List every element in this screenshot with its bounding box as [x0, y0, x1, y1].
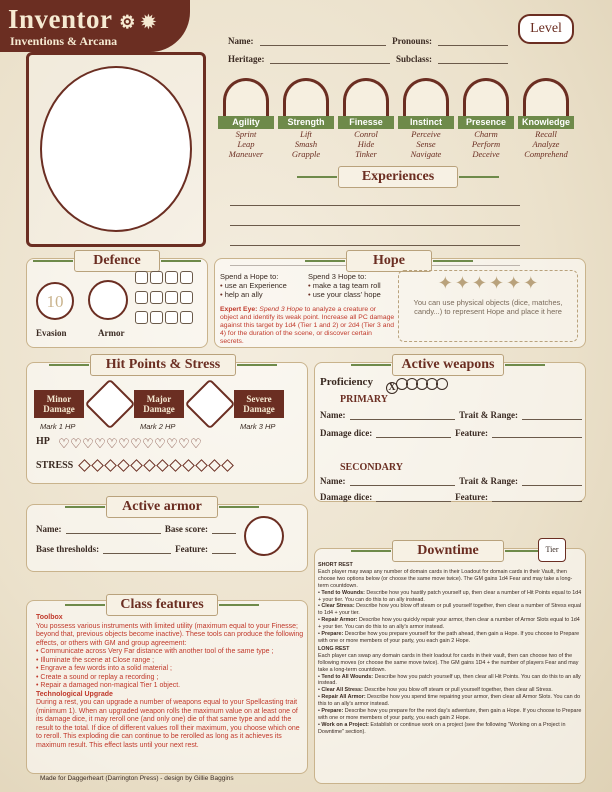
minor-damage-box: Minor Damage [34, 390, 84, 418]
downtime-move: • Repair Armor: Describe how you quickly repair your armor, then clear a number of Armor Slots equal to 1d4 + your tier. You can do this to an ally's armor instead. [318, 617, 580, 631]
armor-slot[interactable] [150, 271, 163, 284]
stress-diamond-icon[interactable] [221, 459, 234, 472]
experience-line[interactable] [230, 216, 520, 226]
heritage-label: Heritage: [228, 54, 265, 64]
hope-star-icon[interactable]: ✦ [471, 273, 487, 293]
proficiency-track [386, 377, 446, 395]
name-label: Name: [228, 36, 254, 46]
toolbox-item: • Illuminate the scene at Close range ; [36, 656, 155, 664]
tier-box[interactable]: Tier [538, 538, 566, 562]
identity-block [228, 36, 508, 64]
stress-diamond-icon[interactable] [143, 459, 156, 472]
trait-instinct [398, 78, 454, 159]
armor-slot[interactable] [180, 291, 193, 304]
hp-heart-icon[interactable]: ♡ [130, 436, 142, 451]
trait-skill: Grapple [291, 149, 321, 159]
expert-eye-text: Expert Eye: Spend 3 Hope to analyze a creature or object and identify its weak point. Increase all PC damage against this target by 1d4 (Tier 1 and 2) or 2d4 (Tier 3 and 4) for the duration of the scene, or discover certain secrets. [220, 306, 395, 345]
hope-star-icon[interactable]: ✦ [489, 273, 505, 293]
armor-slot[interactable] [165, 311, 178, 324]
armor-slots [134, 270, 200, 330]
secondary-feature-field[interactable] [492, 492, 582, 502]
toolbox-list [36, 648, 304, 691]
short-rest-list [318, 590, 582, 645]
armor-feature-field[interactable] [212, 544, 236, 554]
trait-skill: Charm [474, 129, 498, 139]
severe-damage-box: Severe Damage [234, 390, 284, 418]
armor-slot[interactable] [135, 291, 148, 304]
hp-heart-icon[interactable]: ♡ [190, 436, 202, 451]
toolbox-item: • Create a sound or replay a recording ; [36, 673, 159, 681]
mark-2-label: Mark 2 HP [140, 422, 176, 431]
trait-value-box[interactable] [523, 78, 569, 116]
trait-skill: Smash [294, 139, 318, 149]
primary-damage-field[interactable] [376, 428, 451, 438]
mark-3-label: Mark 3 HP [240, 422, 276, 431]
stress-label: STRESS [36, 460, 74, 471]
stress-diamond-icon[interactable] [208, 459, 221, 472]
stress-diamond-icon[interactable] [78, 459, 91, 472]
stress-diamond-icon[interactable] [130, 459, 143, 472]
experience-line[interactable] [230, 236, 520, 246]
downtime-move: • Clear All Stress: Describe how you blow off steam or pull yourself together, then clear all Stress. [318, 687, 553, 694]
hope-stars [399, 273, 577, 294]
stress-diamond-icon[interactable] [169, 459, 182, 472]
stress-diamond-icon[interactable] [195, 459, 208, 472]
trait-presence [458, 78, 514, 159]
hope-star-icon[interactable]: ✦ [506, 273, 522, 293]
hp-label: HP [36, 436, 50, 447]
hp-heart-icon[interactable]: ♡ [166, 436, 178, 451]
primary-label: PRIMARY [340, 394, 388, 405]
trait-skill: Tinker [355, 149, 377, 159]
hope-note: You can use physical objects (dice, matches, candy...) to represent Hope and place it here [413, 298, 563, 316]
trait-knowledge [518, 78, 574, 159]
trait-name: Strength [278, 116, 334, 129]
armor-name-field[interactable] [66, 524, 161, 534]
stress-diamond-icon[interactable] [117, 459, 130, 472]
downtime-move: • Clear Stress: Describe how you blow off steam or pull yourself together, then clear a number of Stress equal to 1d4 + your tier. [318, 603, 582, 617]
hope-star-icon[interactable]: ✦ [454, 273, 470, 293]
trait-value-box[interactable] [343, 78, 389, 116]
hp-heart-icon[interactable]: ♡ [106, 436, 118, 451]
subclass-field[interactable] [438, 54, 508, 64]
proficiency-label: Proficiency [320, 376, 373, 388]
trait-skill: Sprint [235, 129, 257, 139]
stress-track [78, 458, 234, 478]
trait-skill: Deceive [472, 149, 500, 159]
downtime-body: SHORT REST Each player may swap any number of domain cards in their Loadout for domain cards in their Vault, then choose two options below (or choose the same move twice). The GM gains 1d4 Fear and may take a long-term countdown. • Tend to Wounds: Describe how you hastily patch yourself up, then clear a number of Hit Points equal to 1d4 + your tier. You can do this to an ally instead. • Clear Stress: Describe how you blow off steam or pull yourself together, then clear a number of Stress equal to 1d4 + your tier. • Repair Armor: Describe how you quickly repair your armor, then clear a number of Armor Slots equal to 1d4 + your tier. You can do this to an ally's armor instead. • Prepare: Describe how you prepare yourself for the path ahead, then gain a Hope. If you choose to Prepare with one or more members of your party, you each gain 2 Hope. LONG REST Each player can swap any domain cards in their loadout for cards in their vault, then can choose two of the following moves (or choose the same move twice). The GM gains 1D4 + the number of players Fear and may take a long-term countdown. • Tend to All Wounds: Describe how you patch yourself up, then clear all Hit Points. You can do this to an ally instead. • Clear All Stress: Describe how you blow off steam or pull yourself together, then clear all Stress. • Repair All Armor: Describe how you spend time repairing your armor, then clear all Armor Slots. You can do this to an ally's armor instead. • Prepare: Describe how you prepare for the next day's adventure, then gain a Hope. If you choose to Prepare with one or more members of your party, you each gain 2 Hope. • Work on a Project: Establish or continue work on a project (see the following "Working on a Project in Downtime" section). [318, 562, 582, 735]
trait-skill: Maneuver [228, 149, 264, 159]
name-field[interactable] [260, 36, 387, 46]
stress-diamond-icon[interactable] [104, 459, 117, 472]
weapons-header: Active weapons [392, 354, 504, 376]
armor-shield[interactable] [88, 280, 128, 320]
secondary-trait-field[interactable] [522, 476, 582, 486]
major-damage-box: Major Damage [134, 390, 184, 418]
trait-skill: Recall [535, 129, 557, 139]
hp-heart-icon[interactable]: ♡ [178, 436, 190, 451]
portrait-area[interactable] [40, 66, 192, 232]
proficiency-dot[interactable]: X [386, 382, 398, 394]
trait-skill: Analyze [532, 139, 560, 149]
secondary-name-field[interactable] [350, 476, 456, 486]
trait-skill: Perceive [411, 129, 441, 139]
hp-heart-icon[interactable]: ♡ [82, 436, 94, 451]
experiences-header: Experiences [338, 166, 458, 188]
primary-name-field[interactable] [350, 410, 456, 420]
trait-skill: Perform [471, 139, 501, 149]
armor-score-field[interactable] [212, 524, 236, 534]
gear-icon: ⚙ ✹ [119, 12, 157, 32]
class-features-header: Class features [106, 594, 218, 616]
footer-credit: Made for Daggerheart (Darrington Press) - design by Gillie Baggins [40, 775, 234, 782]
stress-diamond-icon[interactable] [91, 459, 104, 472]
hp-heart-icon[interactable]: ♡ [118, 436, 130, 451]
toolbox-item: • Communicate across Very Far distance with another tool of the same type ; [36, 648, 274, 655]
trait-skill: Sense [416, 139, 436, 149]
downtime-move: • Repair All Armor: Describe how you spend time repairing your armor, then clear all Armor Slots. You can do this to an ally's armor instead. [318, 694, 581, 708]
trait-strength [278, 78, 334, 159]
downtime-move: • Tend to Wounds: Describe how you hastily patch yourself up, then clear a number of Hit Points equal to 1d4 + your tier. You can do this to an ally instead. [318, 589, 582, 603]
armor-label: Armor [98, 328, 125, 338]
hope-tokens-area [398, 270, 578, 342]
defence-header: Defence [74, 250, 160, 272]
downtime-move: • Prepare: Describe how you prepare for the next day's adventure, then gain a Hope. If you choose to Prepare with one or more members of your party, you each gain 2 Hope. [318, 708, 582, 721]
secondary-weapon-fields: Name: Trait & Range: Damage dice: Feature: [320, 476, 582, 502]
hope-spend-one: Spend a Hope to: • use an Experience • help an ally [220, 272, 310, 299]
trait-name: Instinct [398, 116, 454, 129]
trait-name: Knowledge [518, 116, 574, 129]
class-title: Inventor ⚙ ✹ [8, 4, 157, 34]
hope-header: Hope [346, 250, 432, 272]
trait-value-box[interactable] [283, 78, 329, 116]
hp-stress-header: Hit Points & Stress [90, 354, 236, 376]
downtime-move: • Tend to All Wounds: Describe how you patch yourself up, then clear all Hit Points. You can do this to an ally instead. [318, 673, 581, 687]
pronouns-label: Pronouns: [392, 36, 432, 46]
trait-skill: Lift [300, 129, 312, 139]
hp-heart-icon[interactable]: ♡ [70, 436, 82, 451]
downtime-move: • Prepare: Describe how you prepare yourself for the path ahead, then gain a Hope. If you choose to Prepare with one or more members of your party, you each gain 2 Hope. [318, 631, 580, 644]
primary-trait-field[interactable] [522, 410, 582, 420]
secondary-label: SECONDARY [340, 462, 403, 473]
experience-line[interactable] [230, 196, 520, 206]
hp-heart-icon[interactable]: ♡ [58, 436, 70, 451]
trait-value-box[interactable] [403, 78, 449, 116]
stress-diamond-icon[interactable] [156, 459, 169, 472]
hope-star-icon[interactable]: ✦ [523, 273, 539, 293]
hp-heart-icon[interactable]: ♡ [94, 436, 106, 451]
trait-finesse [338, 78, 394, 159]
hp-track [58, 435, 202, 453]
toolbox-item: • Engrave a few words into a solid material ; [36, 665, 172, 672]
evasion-circle[interactable]: 10 [36, 282, 74, 320]
armor-slot[interactable] [180, 311, 193, 324]
level-box[interactable]: Level [518, 14, 574, 44]
trait-value-box[interactable] [463, 78, 509, 116]
pronouns-field[interactable] [438, 36, 508, 46]
armor-slot[interactable] [165, 291, 178, 304]
class-features-body: Toolbox You possess various instruments with limited utility (maximum equal to your Finesse; beyond that, previous objects become inactive). These tools can produce the following effects, or others with GM and group agreement: • Communicate across Very Far distance with another tool of the same type ; • Illuminate the scene at Close range ; • Engrave a few words into a solid material ; • Create a sound or replay a recording ; • Repair a damaged non-magical Tier 1 object. Technological Upgrade During a rest, you can upgrade a number of weapons equal to your Spellcasting trait (minimum 1). When an upgraded weapon rolls the maximum value on at least one of its damage dice, it may reroll one (and only one) die of that same type and add the result to the total. If dice of different values roll their maximum, you choose which one to reroll. This exploding die can continue to be rerolled as long as it achieves its maximum result. This effect lasts until your next rest. [36, 614, 304, 749]
primary-feature-field[interactable] [492, 428, 582, 438]
toolbox-item: • Repair a damaged non-magical Tier 1 object. [36, 682, 181, 689]
hp-heart-icon[interactable]: ♡ [154, 436, 166, 451]
armor-slot[interactable] [135, 271, 148, 284]
stress-diamond-icon[interactable] [182, 459, 195, 472]
class-subtitle: Inventions & Arcana [10, 34, 118, 48]
primary-weapon-fields: Name: Trait & Range: Damage dice: Feature: [320, 410, 582, 438]
trait-name: Finesse [338, 116, 394, 129]
armor-slot[interactable] [135, 311, 148, 324]
armor-score-circle[interactable] [244, 516, 284, 556]
hope-star-icon[interactable]: ✦ [437, 273, 453, 293]
armor-slot[interactable] [165, 271, 178, 284]
trait-name: Agility [218, 116, 274, 129]
trait-skill: Hide [357, 139, 375, 149]
heritage-field[interactable] [270, 54, 390, 64]
hope-spend-three: Spend 3 Hope to: • make a tag team roll • use your class' hope [308, 272, 400, 299]
armor-slot[interactable] [180, 271, 193, 284]
trait-name: Presence [458, 116, 514, 129]
trait-skill: Leap [237, 139, 255, 149]
trait-skill: Comprehend [524, 149, 568, 159]
armor-slot[interactable] [150, 291, 163, 304]
armor-header: Active armor [106, 496, 218, 518]
armor-fields: Name: Base score: Base thresholds: Feature: [36, 524, 236, 554]
proficiency-dot[interactable] [436, 378, 448, 390]
armor-thresholds-field[interactable] [103, 544, 171, 554]
trait-skill: Navigate [410, 149, 442, 159]
armor-slot[interactable] [150, 311, 163, 324]
trait-agility [218, 78, 274, 159]
downtime-header: Downtime [392, 540, 504, 562]
trait-skill: Conrol [354, 129, 378, 139]
trait-value-box[interactable] [223, 78, 269, 116]
hp-heart-icon[interactable]: ♡ [142, 436, 154, 451]
secondary-damage-field[interactable] [376, 492, 451, 502]
mark-1-label: Mark 1 HP [40, 422, 76, 431]
subclass-label: Subclass: [395, 54, 432, 64]
evasion-label: Evasion [36, 328, 67, 338]
downtime-move: • Work on a Project: Establish or continue work on a project (see the following "Working on a Project in Downtime" section). [318, 721, 566, 735]
long-rest-list [318, 674, 582, 736]
